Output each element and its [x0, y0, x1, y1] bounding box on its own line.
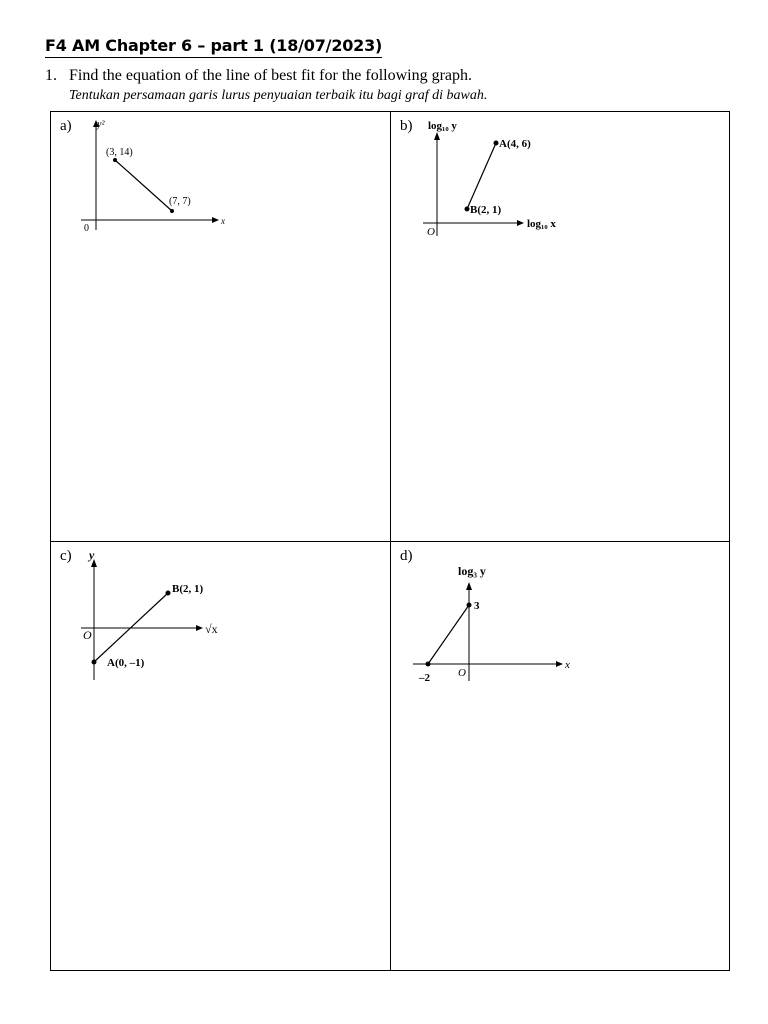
graph-d-x-label: x	[565, 659, 570, 671]
answer-grid	[50, 111, 730, 971]
graph-c-point-b-label: B(2, 1)	[172, 583, 204, 595]
graph-d-x-arrow	[556, 661, 563, 667]
graph-a-origin: 0	[84, 223, 89, 234]
graph-c	[51, 542, 391, 742]
graph-label-a: a)	[60, 118, 72, 134]
graph-a-point-2	[170, 209, 174, 213]
graph-b-point-b	[465, 207, 470, 212]
graph-d	[391, 542, 731, 742]
answer-box-c[interactable]	[51, 542, 391, 972]
graph-c-x-label: √x	[205, 622, 218, 636]
graph-b-point-b-label: B(2, 1)	[470, 204, 502, 216]
graph-b-y-label: log₁₀ y	[428, 120, 457, 132]
question-prompt: Find the equation of the line of best fit for the following graph.	[69, 67, 473, 84]
graph-b-line	[467, 143, 496, 209]
graph-d-origin: O	[458, 667, 466, 679]
graph-c-point-a	[92, 660, 97, 665]
graph-a-y-label: y²	[97, 119, 105, 130]
graph-c-x-arrow	[196, 625, 203, 631]
graph-d-point-y-intercept-label: 3	[474, 600, 480, 612]
graph-label-b: b)	[400, 118, 413, 134]
answer-box-d[interactable]	[391, 542, 731, 972]
graph-c-point-a-label: A(0, –1)	[107, 657, 145, 669]
question-translation: Tentukan persamaan garis lurus penyuaian terbaik itu bagi graf di bawah.	[69, 88, 488, 103]
graph-b-x-label: log₁₀ x	[527, 218, 556, 230]
graph-b-point-a	[494, 141, 499, 146]
question-number: 1.	[45, 67, 57, 84]
graph-label-c: c)	[60, 548, 72, 564]
graph-a	[51, 112, 391, 312]
graph-d-line	[428, 605, 469, 664]
page-title: F4 AM Chapter 6 – part 1 (18/07/2023)	[45, 36, 382, 58]
graph-b-point-a-label: A(4, 6)	[499, 138, 531, 150]
graph-b	[391, 112, 731, 312]
graph-d-point-x-intercept-label: –2	[419, 672, 430, 684]
graph-label-d: d)	[400, 548, 413, 564]
graph-d-y-label: log₃ y	[458, 564, 486, 578]
graph-b-x-arrow	[517, 220, 524, 226]
graph-c-origin: O	[83, 628, 92, 642]
graph-d-point-y-intercept	[467, 603, 472, 608]
graph-a-x-arrow	[212, 217, 219, 223]
graph-a-point-1-label: (3, 14)	[106, 147, 133, 158]
graph-a-line	[115, 160, 172, 211]
answer-box-b[interactable]	[391, 112, 731, 542]
graph-a-point-1	[113, 158, 117, 162]
question-text	[45, 66, 472, 86]
graph-c-y-label: y	[89, 548, 95, 562]
graph-c-point-b	[166, 591, 171, 596]
graph-b-y-arrow	[434, 132, 440, 140]
answer-box-a[interactable]	[51, 112, 391, 542]
graph-d-point-x-intercept	[426, 662, 431, 667]
graph-a-x-label: x	[221, 216, 225, 226]
graph-d-y-arrow	[466, 582, 472, 590]
graph-b-origin: O	[427, 226, 435, 238]
graph-a-point-2-label: (7, 7)	[169, 196, 191, 207]
